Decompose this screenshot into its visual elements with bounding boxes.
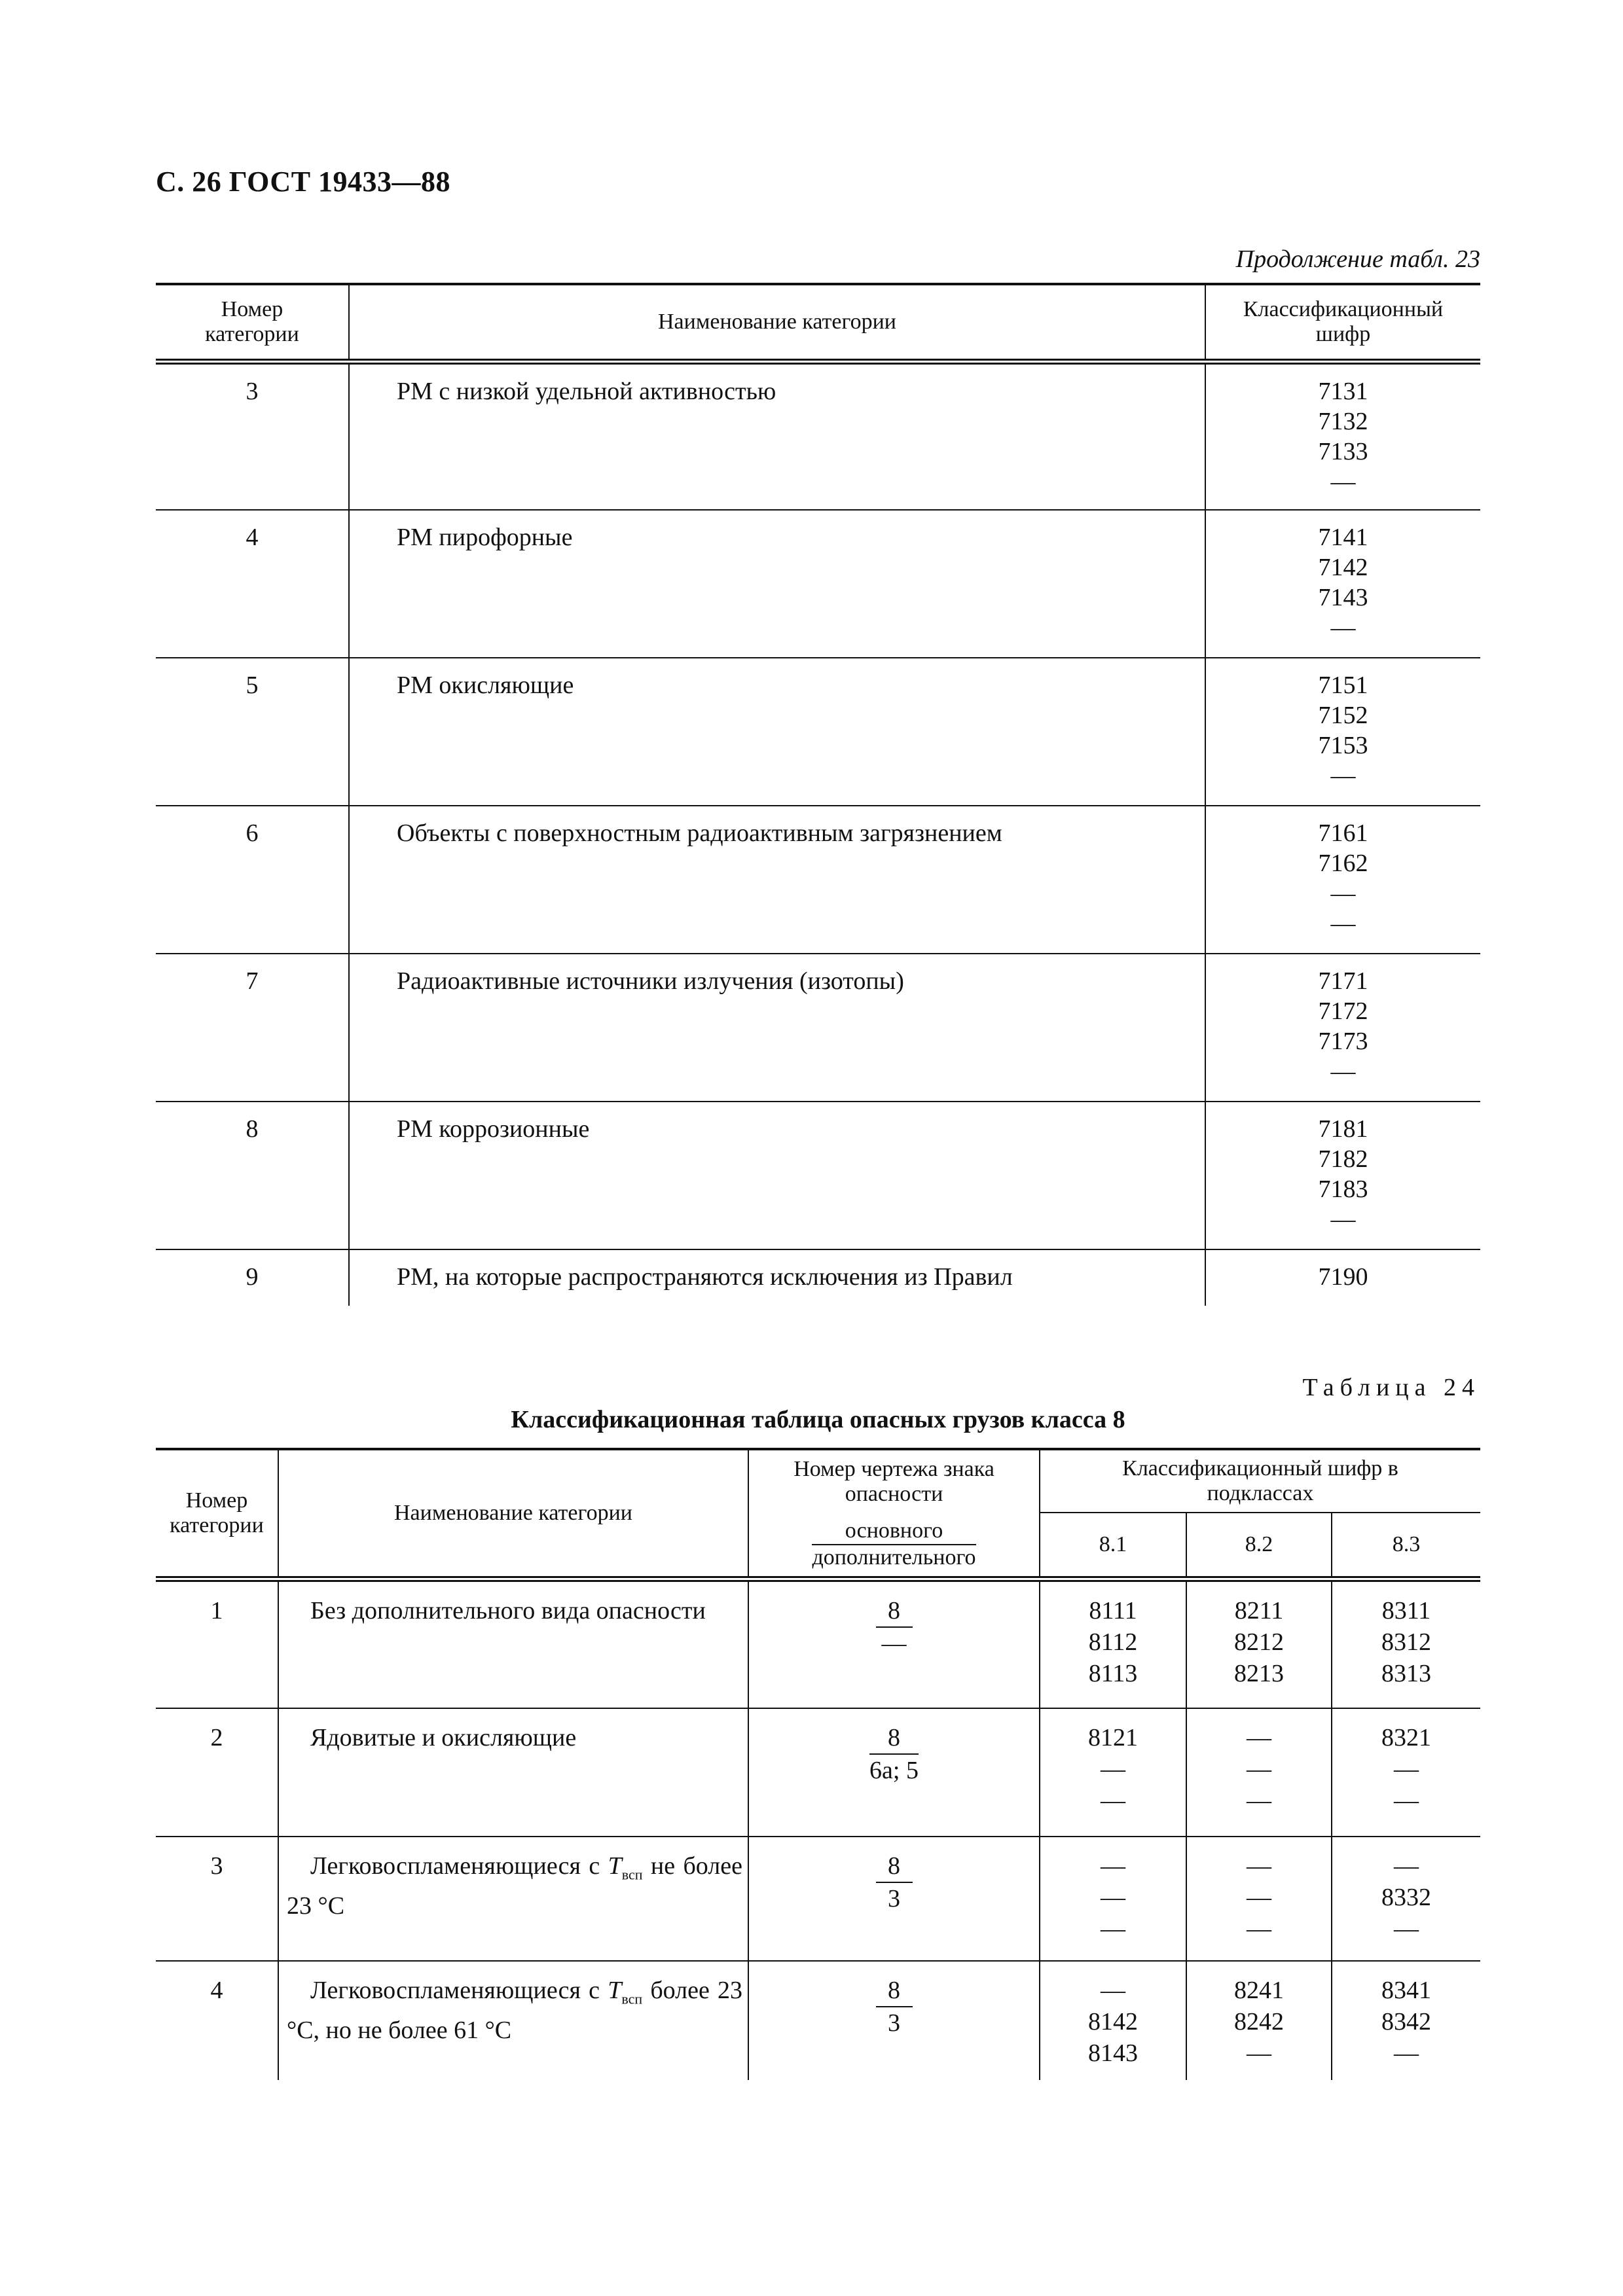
- flash-point-letter: T: [608, 1852, 622, 1880]
- col-header-code: Классификационный шифр: [1205, 284, 1480, 362]
- classification-code: 7172: [1318, 997, 1368, 1025]
- table-row: [156, 1102, 1480, 1249]
- continuation-note: Продолжение табл. 23: [1235, 245, 1480, 273]
- classification-codes: [1205, 658, 1480, 806]
- classification-code: 7183: [1318, 1175, 1368, 1203]
- subclass-3-codes: [1332, 1708, 1480, 1837]
- classification-code: 8342: [1381, 2007, 1431, 2036]
- subclass-2-codes: [1186, 1708, 1332, 1837]
- hazard-sign-additional: —: [881, 1630, 907, 1657]
- header-sign-additional: дополнительного: [812, 1545, 976, 1570]
- page-header: С. 26 ГОСТ 19433—88: [156, 166, 451, 198]
- classification-code: 7161: [1318, 819, 1368, 847]
- hazard-sign-fraction: [876, 1595, 913, 1659]
- subclass-2-codes: [1186, 1837, 1332, 1961]
- category-name-text: Легковоспламеняющиеся с: [310, 1976, 600, 2004]
- classification-code: —: [1330, 761, 1356, 789]
- classification-code: 8113: [1088, 1660, 1138, 1687]
- classification-code: 7181: [1318, 1115, 1368, 1143]
- hazard-sign-main: 8: [876, 1975, 913, 2007]
- category-number: 4: [156, 1961, 278, 2080]
- category-name-text: более 23 °С, но не более 61 °С: [287, 1976, 742, 2045]
- table-row: [156, 510, 1480, 658]
- col-header-subclass-8-1: 8.1: [1040, 1513, 1186, 1579]
- classification-code: 7132: [1318, 408, 1368, 435]
- table-row: [156, 1708, 1480, 1837]
- col-header-number: Номер категории: [156, 284, 349, 362]
- classification-code: —: [1247, 1755, 1271, 1783]
- classification-code: —: [1247, 1914, 1271, 1943]
- hazard-sign-fraction: [869, 1722, 919, 1786]
- col-header-name: Наименование категории: [278, 1449, 748, 1579]
- classification-code: 7141: [1318, 523, 1368, 551]
- classification-code: —: [1330, 468, 1356, 495]
- table-24: [156, 1448, 1480, 2080]
- classification-code: —: [1247, 2039, 1271, 2067]
- col-header-sign-main-additional: [748, 1513, 1040, 1579]
- category-number: 3: [156, 1837, 278, 1961]
- classification-code: —: [1330, 613, 1356, 641]
- category-name-text: Без дополнительного вида опасности: [310, 1597, 706, 1624]
- category-number: 3: [246, 378, 259, 405]
- table-row: [156, 658, 1480, 806]
- classification-code: 7131: [1318, 378, 1368, 405]
- classification-code: —: [1101, 1914, 1125, 1943]
- category-number: 5: [156, 658, 349, 806]
- classification-code: —: [1394, 1755, 1419, 1783]
- category-number: 9: [156, 1249, 349, 1306]
- category-name-text: не более 23 °С: [287, 1852, 742, 1920]
- table-row: [156, 1579, 1480, 1708]
- subclass-2-codes: [1186, 1961, 1332, 2080]
- category-name: РМ коррозионные: [349, 1102, 1205, 1249]
- category-number: 4: [156, 510, 349, 658]
- classification-code: 7153: [1318, 731, 1368, 759]
- col-header-number: Номер категории: [156, 1449, 278, 1579]
- category-name: РМ с низкой удельной активностью: [349, 362, 1205, 510]
- classification-code: 8341: [1381, 1976, 1431, 2004]
- classification-codes: [1205, 806, 1480, 954]
- classification-code: 7190: [1318, 1263, 1368, 1291]
- classification-code: 8332: [1381, 1883, 1431, 1911]
- category-number: 7: [156, 954, 349, 1102]
- hazard-sign-additional: 6а; 5: [869, 1756, 919, 1784]
- classification-code: —: [1101, 1755, 1125, 1783]
- classification-code: 8143: [1088, 2039, 1138, 2067]
- subclass-3-codes: [1332, 1579, 1480, 1708]
- subclass-3-codes: [1332, 1961, 1480, 2080]
- classification-code: —: [1101, 1883, 1125, 1911]
- classification-code: 8311: [1381, 1597, 1431, 1624]
- subclass-1-codes: [1040, 1961, 1186, 2080]
- classification-code: 7173: [1318, 1027, 1368, 1055]
- col-header-code: Классификационный шифр в подклассах: [1040, 1449, 1480, 1513]
- classification-codes: [1205, 510, 1480, 658]
- category-name: Радиоактивные источники излучения (изотопы): [349, 954, 1205, 1102]
- classification-code: —: [1394, 1786, 1419, 1814]
- classification-code: 7142: [1318, 553, 1368, 581]
- classification-code: 7143: [1318, 583, 1368, 611]
- classification-code: —: [1247, 1883, 1271, 1911]
- classification-code: —: [1330, 909, 1356, 937]
- hazard-sign-main: 8: [876, 1595, 913, 1628]
- classification-code: —: [1101, 1852, 1125, 1880]
- hazard-sign-main: 8: [869, 1722, 919, 1755]
- classification-codes: [1205, 362, 1480, 510]
- flash-point-subscript: всп: [621, 1866, 643, 1883]
- classification-code: —: [1330, 1205, 1356, 1233]
- category-number: 8: [156, 1102, 349, 1249]
- category-name: Объекты с поверхностным радиоактивным загрязнением: [349, 806, 1205, 954]
- col-header-name: Наименование категории: [349, 284, 1205, 362]
- classification-code: 7151: [1318, 671, 1368, 699]
- hazard-sign-fraction: [876, 1975, 913, 2039]
- classification-code: —: [1330, 1057, 1356, 1085]
- classification-code: 7133: [1318, 438, 1368, 465]
- flash-point-symbol: [608, 1852, 643, 1883]
- subclass-2-codes: [1186, 1579, 1332, 1708]
- table-row: [156, 1837, 1480, 1961]
- subclass-1-codes: [1040, 1837, 1186, 1961]
- table-24-label: Таблица 24: [1302, 1374, 1480, 1401]
- flash-point-letter: T: [608, 1976, 622, 2004]
- classification-code: 8142: [1088, 2007, 1138, 2036]
- classification-code: —: [1330, 879, 1356, 907]
- category-number: 1: [210, 1597, 223, 1624]
- classification-code: 8111: [1089, 1597, 1137, 1624]
- classification-code: —: [1247, 1723, 1271, 1751]
- classification-code: —: [1101, 1786, 1125, 1814]
- classification-code: 8213: [1234, 1660, 1284, 1687]
- hazard-sign-fraction: [876, 1850, 913, 1914]
- classification-code: 7171: [1318, 967, 1368, 995]
- table-row: [156, 362, 1480, 510]
- category-name: РМ, на которые распространяются исключения из Правил: [349, 1249, 1205, 1306]
- classification-code: —: [1394, 1914, 1419, 1943]
- classification-code: 7162: [1318, 849, 1368, 877]
- classification-code: —: [1247, 1786, 1271, 1814]
- flash-point-subscript: всп: [621, 1990, 643, 2007]
- header-sign-main: основного: [812, 1518, 976, 1545]
- category-number: 2: [156, 1708, 278, 1837]
- subclass-1-codes: [1040, 1708, 1186, 1837]
- classification-code: —: [1394, 1852, 1419, 1880]
- classification-code: 7182: [1318, 1145, 1368, 1173]
- table-row: [156, 1249, 1480, 1306]
- classification-code: —: [1247, 1852, 1271, 1880]
- category-name-text: Легковоспламеняющиеся с: [310, 1852, 600, 1880]
- category-name: РМ пирофорные: [349, 510, 1205, 658]
- table-row: [156, 954, 1480, 1102]
- subclass-3-codes: [1332, 1837, 1480, 1961]
- col-header-sign: Номер чертежа знака опасности: [748, 1449, 1040, 1513]
- category-name: [278, 1579, 748, 1708]
- classification-code: —: [1101, 1976, 1125, 2004]
- category-name: [278, 1837, 748, 1961]
- table-24-title: Классификационная таблица опасных грузов класса 8: [511, 1406, 1125, 1433]
- hazard-sign-numbers: [748, 1579, 1040, 1708]
- subclass-1-codes: [1040, 1579, 1186, 1708]
- category-name: [278, 1708, 748, 1837]
- hazard-sign-additional: 3: [888, 1884, 900, 1912]
- classification-code: 8312: [1381, 1628, 1431, 1656]
- classification-codes: [1205, 954, 1480, 1102]
- classification-code: 7152: [1318, 701, 1368, 729]
- category-name-text: Ядовитые и окисляющие: [310, 1723, 577, 1751]
- hazard-sign-numbers: [748, 1961, 1040, 2080]
- hazard-sign-main: 8: [876, 1850, 913, 1883]
- col-header-subclass-8-3: 8.3: [1332, 1513, 1480, 1579]
- classification-codes: [1205, 1249, 1480, 1306]
- classification-code: 8211: [1234, 1597, 1284, 1624]
- classification-code: 8313: [1381, 1660, 1431, 1687]
- flash-point-symbol: [608, 1976, 643, 2007]
- classification-code: 8212: [1234, 1628, 1284, 1656]
- hazard-sign-numbers: [748, 1708, 1040, 1837]
- classification-codes: [1205, 1102, 1480, 1249]
- table-row: [156, 806, 1480, 954]
- table-row: [156, 1961, 1480, 2080]
- classification-code: 8112: [1088, 1628, 1138, 1656]
- table-23: [156, 283, 1480, 1306]
- hazard-sign-numbers: [748, 1837, 1040, 1961]
- category-name: [278, 1961, 748, 2080]
- classification-code: 8121: [1088, 1723, 1138, 1751]
- classification-code: 8241: [1234, 1976, 1284, 2004]
- classification-code: 8321: [1381, 1723, 1431, 1751]
- col-header-subclass-8-2: 8.2: [1186, 1513, 1332, 1579]
- classification-code: 8242: [1234, 2007, 1284, 2036]
- category-name: РМ окисляющие: [349, 658, 1205, 806]
- classification-code: —: [1394, 2039, 1419, 2067]
- hazard-sign-additional: 3: [888, 2009, 900, 2037]
- category-number: 6: [156, 806, 349, 954]
